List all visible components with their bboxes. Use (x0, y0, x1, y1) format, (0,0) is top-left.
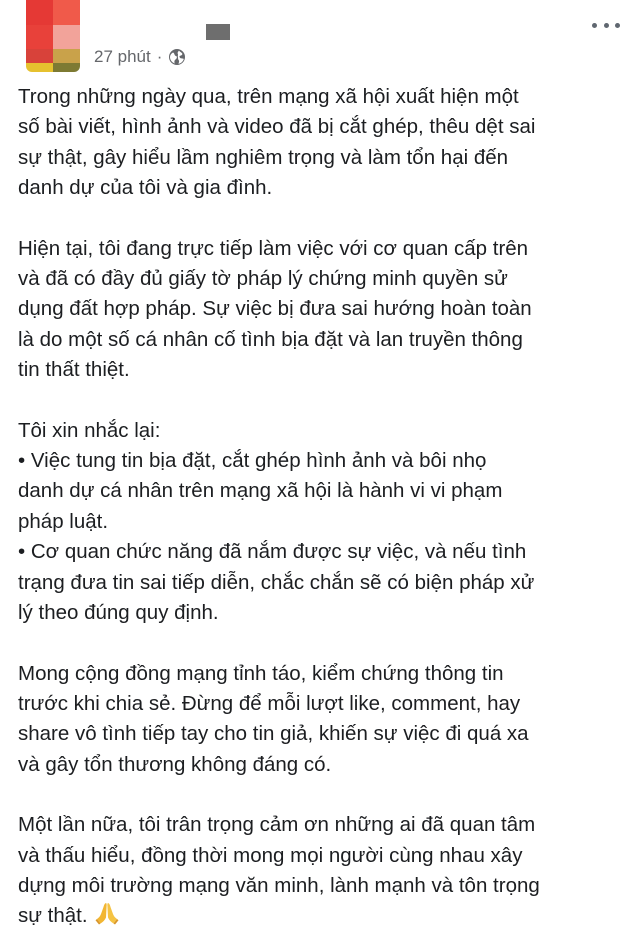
avatar-pixel (53, 49, 80, 63)
author-name-redacted[interactable] (206, 24, 230, 40)
post-paragraph-1: Trong những ngày qua, trên mạng xã hội xuất hiện một số bài viết, hình ảnh và video đã bị cắt ghép, thêu dệt sai sự thật, gây hiểu lầm nghiêm trọng và làm tổn hại đến danh dự của tôi và gia đình. (18, 85, 536, 200)
more-dot (604, 23, 609, 28)
avatar-pixel (26, 0, 53, 25)
post-paragraph-2: Hiện tại, tôi đang trực tiếp làm việc với cơ quan cấp trên và đã có đầy đủ giấy tờ pháp lý chứng minh quyền sử dụng đất hợp pháp. Sự việc bị đưa sai hướng hoàn toàn là do một số cá nhân cố tình bịa đặt và lan truyền thông tin thất thiệt. (18, 236, 532, 382)
globe-icon[interactable] (168, 48, 186, 66)
avatar-pixel (53, 0, 80, 25)
folded-hands-icon (94, 901, 120, 925)
post-meta (94, 44, 186, 70)
bullet-item-2: • Cơ quan chức năng đã nắm được sự việc, và nếu tình trạng đưa tin sai tiếp diễn, chắc chắn sẽ có biện pháp xử lý theo đúng quy định. (18, 540, 535, 625)
post-header (0, 0, 630, 80)
more-horizontal-icon[interactable] (592, 20, 620, 30)
post-paragraph-4-wrapper (18, 810, 618, 932)
avatar-pixel (53, 25, 80, 49)
reminder-intro: Tôi xin nhắc lại: (18, 418, 161, 442)
bullet-item-1: • Việc tung tin bịa đặt, cắt ghép hình ảnh và bôi nhọ danh dự cá nhân trên mạng xã hội là hành vi vi phạm pháp luật. (18, 449, 503, 533)
post-paragraph-3: Mong cộng đồng mạng tỉnh táo, kiểm chứng thông tin trước khi chia sẻ. Đừng để mỗi lượt like, comment, hay share vô tình tiếp tay cho tin giả, khiến sự việc đi quá xa và gây tổn thương không đáng có. (18, 661, 529, 776)
more-dot (615, 23, 620, 28)
meta-separator: · (156, 47, 163, 66)
post-time[interactable]: 27 phút (94, 47, 151, 66)
avatar-pixel (26, 49, 53, 63)
avatar-pixel (26, 63, 53, 72)
avatar[interactable] (26, 0, 80, 72)
post-paragraph-4: Một lần nữa, tôi trân trọng cảm ơn những ai đã quan tâm và thấu hiểu, đồng thời mong mọi người cùng nhau xây dựng môi trường mạng văn minh, lành mạnh và tôn trọng sự thật. (18, 813, 540, 928)
more-dot (592, 23, 597, 28)
avatar-pixel (53, 63, 80, 72)
avatar-pixel (26, 25, 53, 49)
post-body (18, 82, 618, 932)
